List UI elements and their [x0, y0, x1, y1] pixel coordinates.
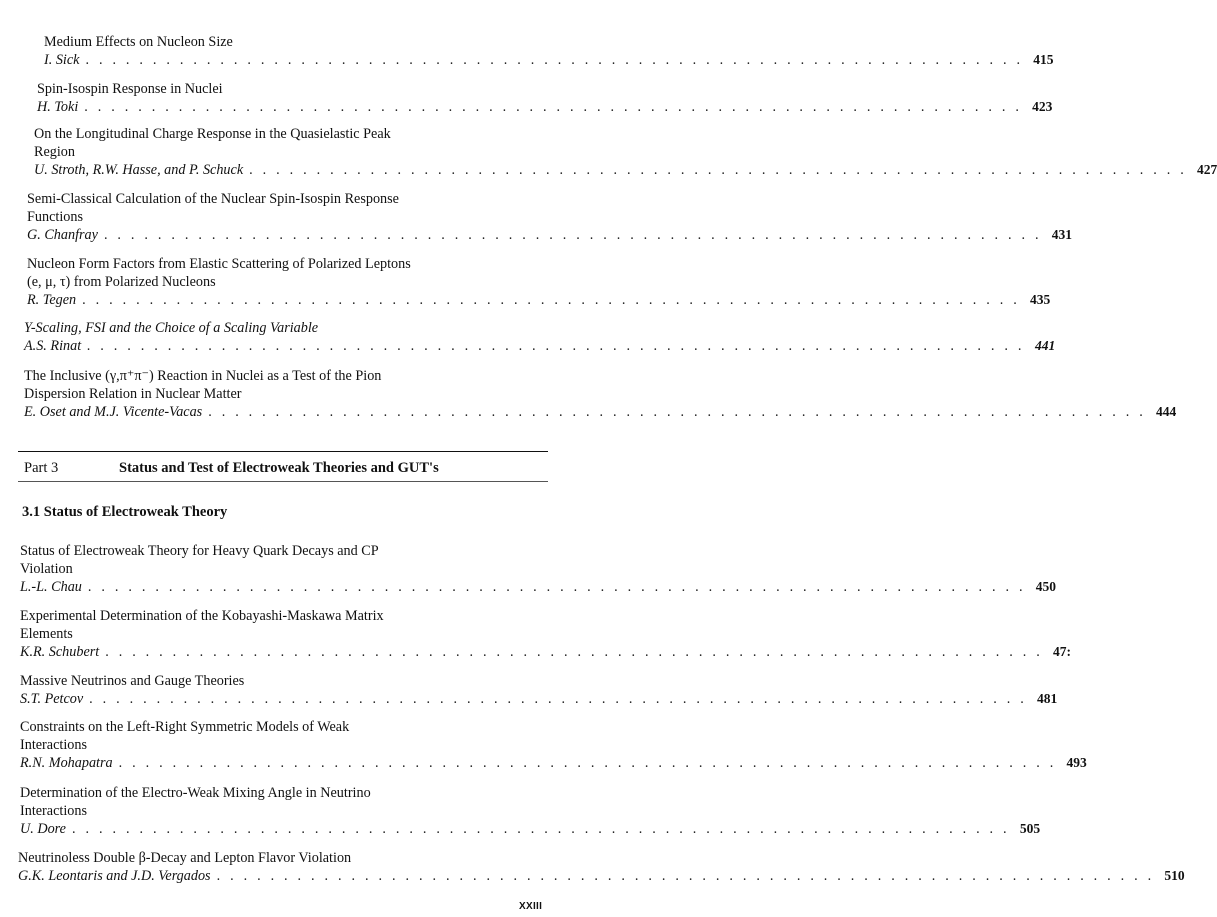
entry-title-line: Violation [20, 561, 73, 577]
entry-page-number: 441 [1034, 338, 1056, 353]
toc-entry [20, 784, 1041, 838]
entry-author-row [24, 403, 1177, 421]
dot-leader: . . . . . . . . . . . . . . . . . . . . . . . . . . . . . . . . . . . . . . . . . . . . . . . . . . . . . . . . . . . . . . . . . . . . . . [85, 52, 1024, 68]
dot-leader: . . . . . . . . . . . . . . . . . . . . . . . . . . . . . . . . . . . . . . . . . . . . . . . . . . . . . . . . . . . . . . . . . . . . . . [103, 227, 1042, 243]
entry-authors: U. Stroth, R.W. Hasse, and P. Schuck [34, 162, 244, 178]
entry-author-row [20, 754, 1087, 772]
entry-title-line: Region [34, 144, 75, 160]
entry-author-row [27, 291, 1051, 309]
entry-title-line: Spin-Isospin Response in Nuclei [37, 81, 223, 97]
entry-authors: L.-L. Chau [20, 579, 82, 595]
toc-entry [18, 849, 1185, 885]
dot-leader: . . . . . . . . . . . . . . . . . . . . . . . . . . . . . . . . . . . . . . . . . . . . . . . . . . . . . . . . . . . . . . . . . . . . . . [87, 338, 1025, 354]
entry-authors: H. Toki [37, 99, 79, 115]
dot-leader: . . . . . . . . . . . . . . . . . . . . . . . . . . . . . . . . . . . . . . . . . . . . . . . . . . . . . . . . . . . . . . . . . . . . . . [249, 162, 1187, 178]
dot-leader: . . . . . . . . . . . . . . . . . . . . . . . . . . . . . . . . . . . . . . . . . . . . . . . . . . . . . . . . . . . . . . . . . . . . . . [89, 691, 1027, 707]
dot-leader: . . . . . . . . . . . . . . . . . . . . . . . . . . . . . . . . . . . . . . . . . . . . . . . . . . . . . . . . . . . . . . . . . . . . . . [118, 755, 1057, 771]
entry-author-row [20, 820, 1041, 838]
entry-author-row [34, 161, 1217, 179]
toc-entry [20, 607, 1072, 661]
entry-author-row [27, 226, 1073, 244]
part-rule-bottom [18, 481, 548, 482]
entry-page-number: 435 [1029, 292, 1051, 307]
section-heading: 3.1 Status of Electroweak Theory [22, 504, 228, 520]
toc-entry [44, 33, 1054, 69]
entry-authors: G. Chanfray [27, 227, 98, 243]
folio-page-number: XXIII [519, 901, 543, 912]
entry-author-row [18, 867, 1185, 885]
toc-entry [24, 367, 1177, 421]
dot-leader: . . . . . . . . . . . . . . . . . . . . . . . . . . . . . . . . . . . . . . . . . . . . . . . . . . . . . . . . . . . . . . . . . . . . . . [87, 579, 1026, 595]
entry-page-number: 47: [1053, 644, 1072, 659]
entry-page-number: 481 [1037, 691, 1058, 706]
entry-title-line: Y-Scaling, FSI and the Choice of a Scaling Variable [24, 320, 319, 336]
entry-authors: R. Tegen [27, 292, 77, 308]
entry-title-line: Interactions [20, 737, 87, 753]
entry-authors: K.R. Schubert [20, 644, 100, 660]
dot-leader: . . . . . . . . . . . . . . . . . . . . . . . . . . . . . . . . . . . . . . . . . . . . . . . . . . . . . . . . . . . . . . . . . . . . . . [216, 868, 1155, 884]
entry-title-line: Elements [20, 626, 73, 642]
toc-entry [20, 718, 1087, 772]
entry-author-row [20, 690, 1058, 708]
entry-title-line: Experimental Determination of the Kobayashi-Maskawa Matrix [20, 608, 384, 624]
entry-author-row [20, 578, 1056, 596]
entry-page-number: 510 [1164, 868, 1185, 883]
entry-title-line: Massive Neutrinos and Gauge Theories [20, 673, 245, 689]
entry-title-line: Medium Effects on Nucleon Size [44, 34, 233, 50]
toc-entry [24, 319, 1056, 355]
entry-author-row [44, 51, 1054, 69]
entry-page-number: 415 [1033, 52, 1054, 67]
entry-author-row [37, 98, 1053, 116]
dot-leader: . . . . . . . . . . . . . . . . . . . . . . . . . . . . . . . . . . . . . . . . . . . . . . . . . . . . . . . . . . . . . . . . . . . . . . [208, 404, 1147, 420]
entry-page-number: 427 [1196, 162, 1217, 177]
toc-entry [34, 125, 1217, 179]
entry-authors: I. Sick [44, 52, 80, 68]
entry-authors: G.K. Leontaris and J.D. Vergados [18, 868, 211, 884]
entry-title-line: Determination of the Electro-Weak Mixing Angle in Neutrino [20, 785, 371, 801]
entry-title-line: Functions [27, 209, 83, 225]
entry-authors: S.T. Petcov [20, 691, 84, 707]
entry-authors: U. Dore [20, 821, 66, 837]
entry-title-line: Neutrinoless Double β-Decay and Lepton Flavor Violation [18, 850, 352, 866]
entry-title-line: On the Longitudinal Charge Response in the Quasielastic Peak [34, 126, 391, 142]
entry-page-number: 444 [1156, 404, 1177, 419]
entry-author-row [24, 337, 1056, 355]
part-title: Status and Test of Electroweak Theories and GUT's [119, 460, 439, 476]
entry-page-number: 493 [1066, 755, 1087, 770]
entry-title-line: Constraints on the Left-Right Symmetric Models of Weak [20, 719, 350, 735]
part-label: Part 3 [24, 460, 59, 476]
toc-entry [37, 80, 1053, 116]
entry-page-number: 505 [1019, 821, 1041, 836]
entry-title-line: (e, μ, τ) from Polarized Nucleons [27, 274, 216, 290]
entry-title-line: Dispersion Relation in Nuclear Matter [24, 386, 242, 402]
entry-authors: R.N. Mohapatra [20, 755, 113, 771]
entry-page-number: 450 [1035, 579, 1056, 594]
entry-title-line: Interactions [20, 803, 87, 819]
toc-entry [20, 542, 1056, 596]
entry-authors: E. Oset and M.J. Vicente-Vacas [24, 404, 203, 420]
dot-leader: . . . . . . . . . . . . . . . . . . . . . . . . . . . . . . . . . . . . . . . . . . . . . . . . . . . . . . . . . . . . . . . . . . . . . . [71, 821, 1010, 837]
entry-title-line: Semi-Classical Calculation of the Nuclear Spin-Isospin Response [27, 191, 399, 207]
part-rule-top [18, 451, 548, 452]
toc-entry [20, 672, 1058, 708]
toc-entry [27, 190, 1073, 244]
entry-authors: A.S. Rinat [24, 338, 82, 354]
dot-leader: . . . . . . . . . . . . . . . . . . . . . . . . . . . . . . . . . . . . . . . . . . . . . . . . . . . . . . . . . . . . . . . . . . . . . . [105, 644, 1044, 660]
entry-title-line: The Inclusive (γ,π⁺π⁻) Reaction in Nuclei as a Test of the Pion [24, 368, 382, 384]
dot-leader: . . . . . . . . . . . . . . . . . . . . . . . . . . . . . . . . . . . . . . . . . . . . . . . . . . . . . . . . . . . . . . . . . . . . . . [82, 292, 1020, 308]
entry-author-row [20, 643, 1072, 661]
entry-title-line: Nucleon Form Factors from Elastic Scattering of Polarized Leptons [27, 256, 411, 272]
toc-entry [27, 255, 1051, 309]
dot-leader: . . . . . . . . . . . . . . . . . . . . . . . . . . . . . . . . . . . . . . . . . . . . . . . . . . . . . . . . . . . . . . . . . . . . . . [84, 99, 1023, 115]
entry-page-number: 431 [1051, 227, 1073, 242]
entry-title-line: Status of Electroweak Theory for Heavy Quark Decays and CP [20, 543, 379, 559]
entry-page-number: 423 [1032, 99, 1053, 114]
